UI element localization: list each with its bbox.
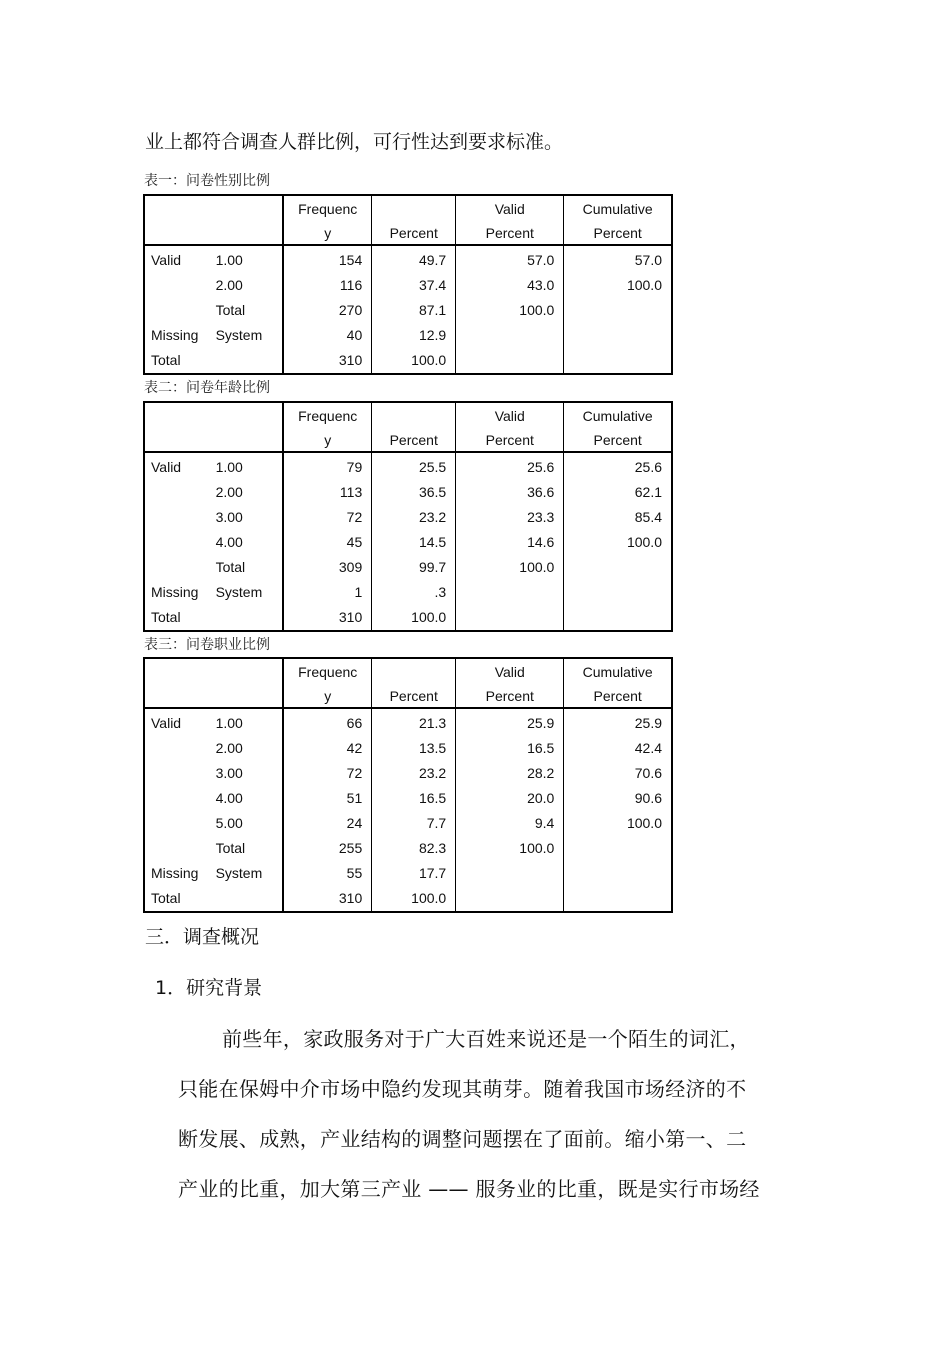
paragraph-line: 前些年，家政服务对于广大百姓来说还是一个陌生的词汇， (222, 1027, 750, 1051)
row-label-cell: 1.00 (215, 715, 243, 731)
valid-percent-cell: 36.6 (456, 480, 564, 505)
valid-percent-cell: 25.6 (456, 452, 564, 480)
header-frequency-cont: y (283, 427, 372, 452)
valid-percent-cell (456, 580, 564, 605)
percent-cell: 13.5 (372, 736, 456, 761)
table-row (144, 273, 672, 298)
row-group-cell (144, 505, 210, 530)
row-label-cell: 3.00 (215, 509, 243, 525)
header-valid-percent: Percent (456, 427, 564, 452)
paragraph-line: 断发展、成熟，产业结构的调整问题摆在了面前。缩小第一、二 (178, 1127, 747, 1151)
cumulative-percent-cell (564, 323, 672, 348)
table-row (144, 505, 672, 530)
table1-caption: 表一：问卷性别比例 (144, 173, 270, 189)
row-group-cell: Valid (151, 459, 182, 475)
row-group-cell (144, 273, 210, 298)
row-label-cell: 2.00 (215, 277, 243, 293)
cumulative-percent-cell (564, 348, 672, 374)
valid-percent-cell: 28.2 (456, 761, 564, 786)
table-row (144, 480, 672, 505)
valid-percent-cell (456, 861, 564, 886)
cumulative-percent-cell (564, 836, 672, 861)
frequency-cell: 72 (283, 505, 372, 530)
paragraph-line: 产业的比重，加大第三产业 —— 服务业的比重，既是实行市场经 (178, 1177, 760, 1201)
row-group-cell (144, 761, 210, 786)
table-row (144, 886, 672, 912)
row-group-cell (144, 786, 210, 811)
percent-cell: 23.2 (372, 505, 456, 530)
intro-line: 业上都符合调查人群比例，可行性达到要求标准。 (145, 131, 564, 153)
frequency-cell: 79 (283, 452, 372, 480)
table-header (144, 402, 672, 452)
percent-cell: 100.0 (372, 348, 456, 374)
header-blank (144, 402, 283, 452)
header-frequency-cont: y (283, 683, 372, 708)
header-percent-blank (372, 658, 456, 683)
header-valid-percent: Percent (456, 220, 564, 245)
table1-gender-frequency (143, 194, 673, 375)
cumulative-percent-cell (564, 861, 672, 886)
header-frequency: Frequenc (283, 195, 372, 220)
percent-cell: 37.4 (372, 273, 456, 298)
valid-percent-cell (456, 605, 564, 631)
header-cumulative: Cumulative (564, 402, 672, 427)
table-row (144, 605, 672, 631)
table-row (144, 836, 672, 861)
valid-percent-cell: 100.0 (456, 555, 564, 580)
percent-cell: 99.7 (372, 555, 456, 580)
row-group-cell: Missing (151, 327, 199, 343)
row-group-cell (144, 811, 210, 836)
valid-percent-cell (456, 323, 564, 348)
table-row (144, 708, 672, 736)
percent-cell: 36.5 (372, 480, 456, 505)
valid-percent-cell: 100.0 (456, 298, 564, 323)
row-group-cell (144, 736, 210, 761)
percent-cell: 16.5 (372, 786, 456, 811)
percent-cell: 12.9 (372, 323, 456, 348)
header-cumulative: Cumulative (564, 195, 672, 220)
frequency-cell: 310 (283, 886, 372, 912)
paragraph-line: 只能在保姆中介市场中隐约发现其萌芽。随着我国市场经济的不 (178, 1077, 747, 1101)
frequency-cell: 24 (283, 811, 372, 836)
valid-percent-cell: 9.4 (456, 811, 564, 836)
frequency-cell: 42 (283, 736, 372, 761)
table-row (144, 452, 672, 480)
frequency-cell: 154 (283, 245, 372, 273)
percent-cell: 100.0 (372, 886, 456, 912)
table2-caption: 表二：问卷年龄比例 (144, 380, 270, 396)
row-label-cell: System (215, 327, 263, 343)
cumulative-percent-cell (564, 580, 672, 605)
cumulative-percent-cell: 57.0 (564, 245, 672, 273)
frequency-cell: 66 (283, 708, 372, 736)
cumulative-percent-cell: 100.0 (564, 273, 672, 298)
header-blank (144, 195, 283, 245)
table-row (144, 298, 672, 323)
row-group-cell: Total (151, 890, 181, 906)
row-label-cell: Total (215, 559, 246, 575)
row-group-cell (144, 298, 210, 323)
valid-percent-cell (456, 348, 564, 374)
header-cumulative-percent: Percent (564, 427, 672, 452)
table-header (144, 658, 672, 708)
row-group-cell (144, 555, 210, 580)
cumulative-percent-cell (564, 886, 672, 912)
percent-cell: 100.0 (372, 605, 456, 631)
percent-cell: 23.2 (372, 761, 456, 786)
row-group-cell: Valid (151, 715, 182, 731)
header-percent: Percent (372, 427, 456, 452)
cumulative-percent-cell: 25.9 (564, 708, 672, 736)
row-label-cell (210, 605, 284, 631)
header-valid-percent: Percent (456, 683, 564, 708)
cumulative-percent-cell: 85.4 (564, 505, 672, 530)
header-percent: Percent (372, 220, 456, 245)
row-group-cell (144, 480, 210, 505)
cumulative-percent-cell: 100.0 (564, 811, 672, 836)
frequency-cell: 270 (283, 298, 372, 323)
table3-caption: 表三：问卷职业比例 (144, 637, 270, 653)
valid-percent-cell: 57.0 (456, 245, 564, 273)
cumulative-percent-cell: 25.6 (564, 452, 672, 480)
row-label-cell: 1.00 (215, 459, 243, 475)
percent-cell: 21.3 (372, 708, 456, 736)
valid-percent-cell: 100.0 (456, 836, 564, 861)
frequency-cell: 1 (283, 580, 372, 605)
frequency-cell: 255 (283, 836, 372, 861)
sub-title: 1．研究背景 (155, 977, 263, 999)
valid-percent-cell: 23.3 (456, 505, 564, 530)
table-row (144, 323, 672, 348)
table-row (144, 245, 672, 273)
header-frequency: Frequenc (283, 402, 372, 427)
cumulative-percent-cell (564, 555, 672, 580)
percent-cell: 17.7 (372, 861, 456, 886)
frequency-cell: 310 (283, 348, 372, 374)
table-row (144, 786, 672, 811)
header-blank (144, 658, 283, 708)
table-row (144, 811, 672, 836)
header-percent: Percent (372, 683, 456, 708)
cumulative-percent-cell: 42.4 (564, 736, 672, 761)
row-label-cell: System (215, 584, 263, 600)
frequency-cell: 45 (283, 530, 372, 555)
valid-percent-cell: 20.0 (456, 786, 564, 811)
frequency-cell: 55 (283, 861, 372, 886)
percent-cell: 49.7 (372, 245, 456, 273)
row-label-cell: Total (215, 840, 246, 856)
header-cumulative: Cumulative (564, 658, 672, 683)
table-row (144, 761, 672, 786)
percent-cell: 7.7 (372, 811, 456, 836)
row-group-cell: Total (151, 352, 181, 368)
row-group-cell (144, 836, 210, 861)
row-label-cell (210, 348, 284, 374)
frequency-cell: 72 (283, 761, 372, 786)
frequency-cell: 113 (283, 480, 372, 505)
header-valid: Valid (456, 658, 564, 683)
cumulative-percent-cell (564, 605, 672, 631)
cumulative-percent-cell (564, 298, 672, 323)
table-row (144, 861, 672, 886)
row-label-cell: 3.00 (215, 765, 243, 781)
header-cumulative-percent: Percent (564, 220, 672, 245)
header-valid: Valid (456, 402, 564, 427)
cumulative-percent-cell: 100.0 (564, 530, 672, 555)
row-label-cell: Total (215, 302, 246, 318)
row-group-cell: Total (151, 609, 181, 625)
valid-percent-cell: 16.5 (456, 736, 564, 761)
frequency-cell: 51 (283, 786, 372, 811)
row-label-cell: 4.00 (215, 790, 243, 806)
table2-age-frequency (143, 401, 673, 632)
row-label-cell: 5.00 (215, 815, 243, 831)
row-group-cell (144, 530, 210, 555)
row-label-cell: 4.00 (215, 534, 243, 550)
row-label-cell: 1.00 (215, 252, 243, 268)
frequency-cell: 116 (283, 273, 372, 298)
valid-percent-cell: 43.0 (456, 273, 564, 298)
valid-percent-cell: 25.9 (456, 708, 564, 736)
percent-cell: .3 (372, 580, 456, 605)
percent-cell: 14.5 (372, 530, 456, 555)
row-group-cell: Missing (151, 584, 199, 600)
valid-percent-cell (456, 886, 564, 912)
header-cumulative-percent: Percent (564, 683, 672, 708)
header-percent-blank (372, 195, 456, 220)
cumulative-percent-cell: 70.6 (564, 761, 672, 786)
valid-percent-cell: 14.6 (456, 530, 564, 555)
row-label-cell (210, 886, 284, 912)
table-row (144, 555, 672, 580)
cumulative-percent-cell: 62.1 (564, 480, 672, 505)
table-header (144, 195, 672, 245)
frequency-cell: 310 (283, 605, 372, 631)
frequency-cell: 40 (283, 323, 372, 348)
row-label-cell: System (215, 865, 263, 881)
table3-occupation-frequency (143, 657, 673, 913)
header-percent-blank (372, 402, 456, 427)
percent-cell: 82.3 (372, 836, 456, 861)
row-label-cell: 2.00 (215, 740, 243, 756)
table-row (144, 580, 672, 605)
table-row (144, 530, 672, 555)
section-title: 三．调查概况 (145, 926, 260, 948)
header-frequency-cont: y (283, 220, 372, 245)
row-label-cell: 2.00 (215, 484, 243, 500)
percent-cell: 87.1 (372, 298, 456, 323)
header-valid: Valid (456, 195, 564, 220)
table-row (144, 348, 672, 374)
percent-cell: 25.5 (372, 452, 456, 480)
frequency-cell: 309 (283, 555, 372, 580)
row-group-cell: Valid (151, 252, 182, 268)
header-frequency: Frequenc (283, 658, 372, 683)
row-group-cell: Missing (151, 865, 199, 881)
table-row (144, 736, 672, 761)
cumulative-percent-cell: 90.6 (564, 786, 672, 811)
